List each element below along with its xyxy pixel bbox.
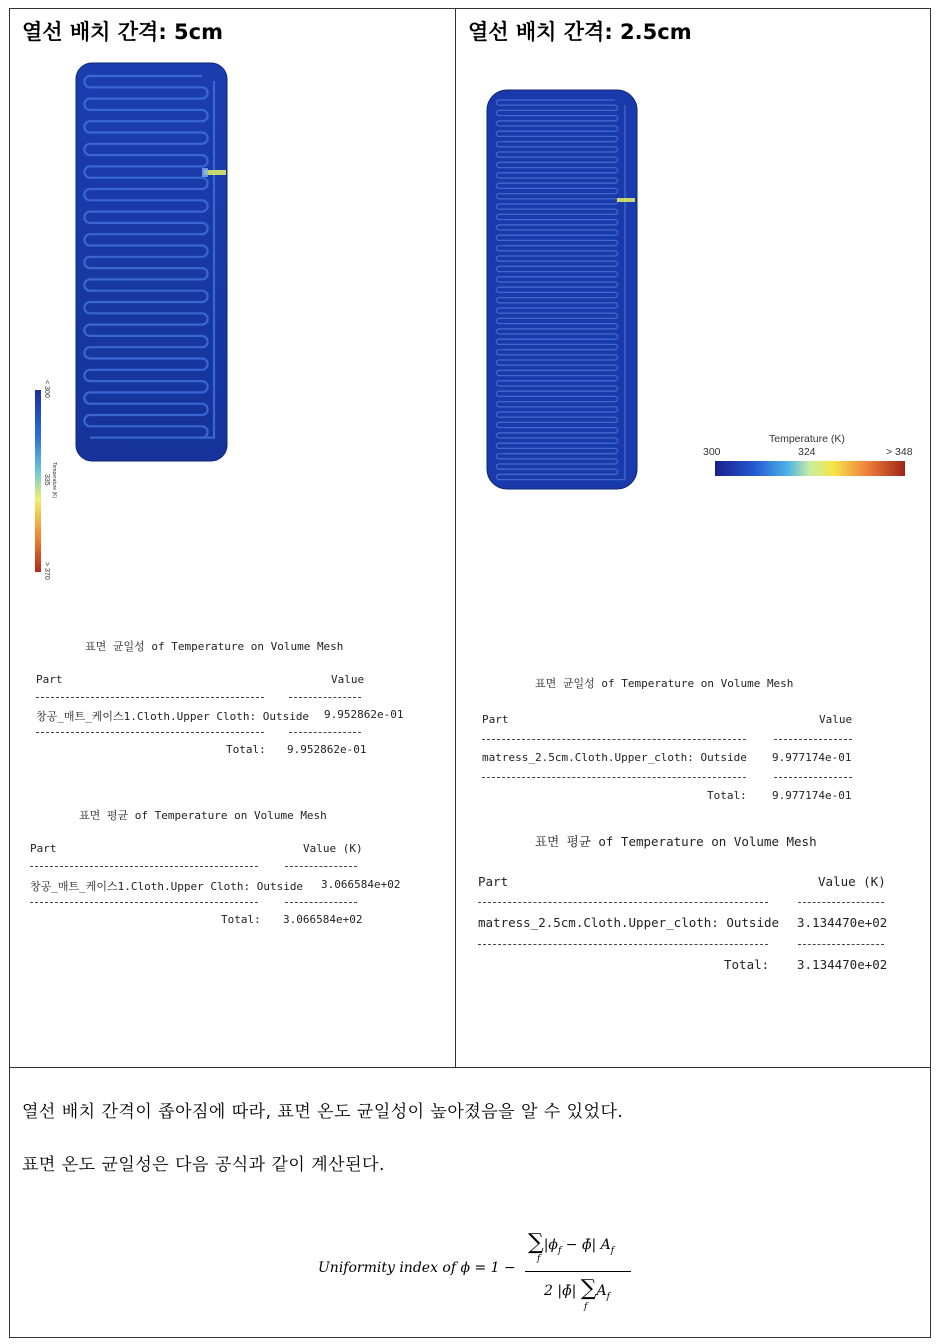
left-uniformity-total-label: Total:	[226, 743, 266, 756]
divider	[774, 739, 852, 740]
left-uniformity-col-value: Value	[331, 673, 365, 686]
formula-intro-sentence: 표면 온도 균일성은 다음 공식과 같이 계산된다.	[22, 1155, 385, 1175]
right-legend-title: Temperature (K)	[769, 433, 845, 445]
divider	[30, 902, 258, 903]
right-uniformity-col-part: Part	[482, 713, 509, 726]
column-divider	[455, 8, 456, 1068]
right-legend-mid: 324	[798, 446, 816, 458]
left-uniformity-row-value: 9.952862e-01	[324, 708, 404, 721]
formula-numerator: $\sum|\phi_f$ − ϕ̄| $A_f$	[528, 1230, 615, 1256]
left-uniformity-col-part: Part	[36, 673, 63, 686]
right-average-row-part: matress_2.5cm.Cloth.Upper_cloth: Outside	[478, 915, 780, 930]
divider	[285, 902, 357, 903]
uniformity-formula	[318, 1230, 638, 1320]
right-uniformity-total-label: Total:	[707, 789, 747, 802]
left-average-total-label: Total:	[221, 913, 261, 926]
left-legend-max: > 370	[43, 562, 50, 580]
right-title: 열선 배치 간격: 2.5cm	[468, 20, 692, 44]
formula-sum-index: f	[584, 1302, 588, 1312]
left-uniformity-total-value: 9.952862e-01	[287, 743, 367, 756]
left-average-col-value: Value (K)	[303, 842, 363, 855]
right-average-row-value: 3.134470e+02	[797, 915, 888, 930]
left-average-row-value: 3.066584e+02	[321, 878, 401, 891]
divider	[482, 777, 746, 778]
formula-denominator: 2 |ϕ̄| $\sum A_f$	[544, 1276, 610, 1302]
left-average-row-part: 창공_매트_케이스1.Cloth.Upper Cloth: Outside	[30, 880, 304, 893]
divider	[36, 732, 264, 733]
formula-fraction-bar	[525, 1271, 631, 1272]
divider	[798, 902, 884, 903]
left-legend-title: Temperature (K)	[51, 462, 57, 499]
divider	[30, 866, 258, 867]
left-mat-visualization	[74, 62, 230, 464]
left-uniformity-row-part: 창공_매트_케이스1.Cloth.Upper Cloth: Outside	[36, 710, 310, 723]
right-uniformity-row-value: 9.977174e-01	[772, 751, 852, 764]
right-legend-min: 300	[703, 446, 721, 458]
left-average-heading: 표면 평균 of Temperature on Volume Mesh	[79, 809, 327, 822]
right-uniformity-row-part: matress_2.5cm.Cloth.Upper_cloth: Outside	[482, 751, 747, 764]
left-legend-min: < 300	[43, 380, 50, 398]
right-average-col-value: Value (K)	[818, 874, 886, 889]
left-title: 열선 배치 간격: 5cm	[22, 20, 223, 44]
right-average-col-part: Part	[478, 874, 509, 889]
left-average-total-value: 3.066584e+02	[283, 913, 363, 926]
right-legend-max: > 348	[886, 446, 913, 458]
right-mat-visualization	[485, 88, 641, 492]
right-uniformity-total-value: 9.977174e-01	[772, 789, 852, 802]
right-uniformity-heading: 표면 균일성 of Temperature on Volume Mesh	[535, 677, 794, 690]
left-legend-mid: 335	[43, 474, 50, 486]
conclusion-sentence: 열선 배치 간격이 좁아짐에 따라, 표면 온도 균일성이 높아졌음을 알 수 있었다.	[22, 1102, 624, 1122]
left-uniformity-heading: 표면 균일성 of Temperature on Volume Mesh	[85, 640, 344, 653]
divider	[482, 739, 746, 740]
divider	[798, 944, 884, 945]
right-average-heading: 표면 평균 of Temperature on Volume Mesh	[535, 834, 817, 849]
formula-lhs: Uniformity index of ϕ = 1 −	[318, 1260, 516, 1276]
divider	[478, 944, 768, 945]
divider	[774, 777, 852, 778]
divider	[289, 697, 361, 698]
formula-sum-index: f	[537, 1254, 541, 1264]
row-divider	[9, 1067, 931, 1068]
right-average-total-value: 3.134470e+02	[797, 957, 888, 972]
divider	[36, 697, 264, 698]
divider	[285, 866, 357, 867]
right-average-total-label: Total:	[724, 957, 770, 972]
divider	[289, 732, 361, 733]
right-uniformity-col-value: Value	[819, 713, 853, 726]
divider	[478, 902, 768, 903]
left-average-col-part: Part	[30, 842, 57, 855]
right-legend-bar	[715, 460, 907, 478]
